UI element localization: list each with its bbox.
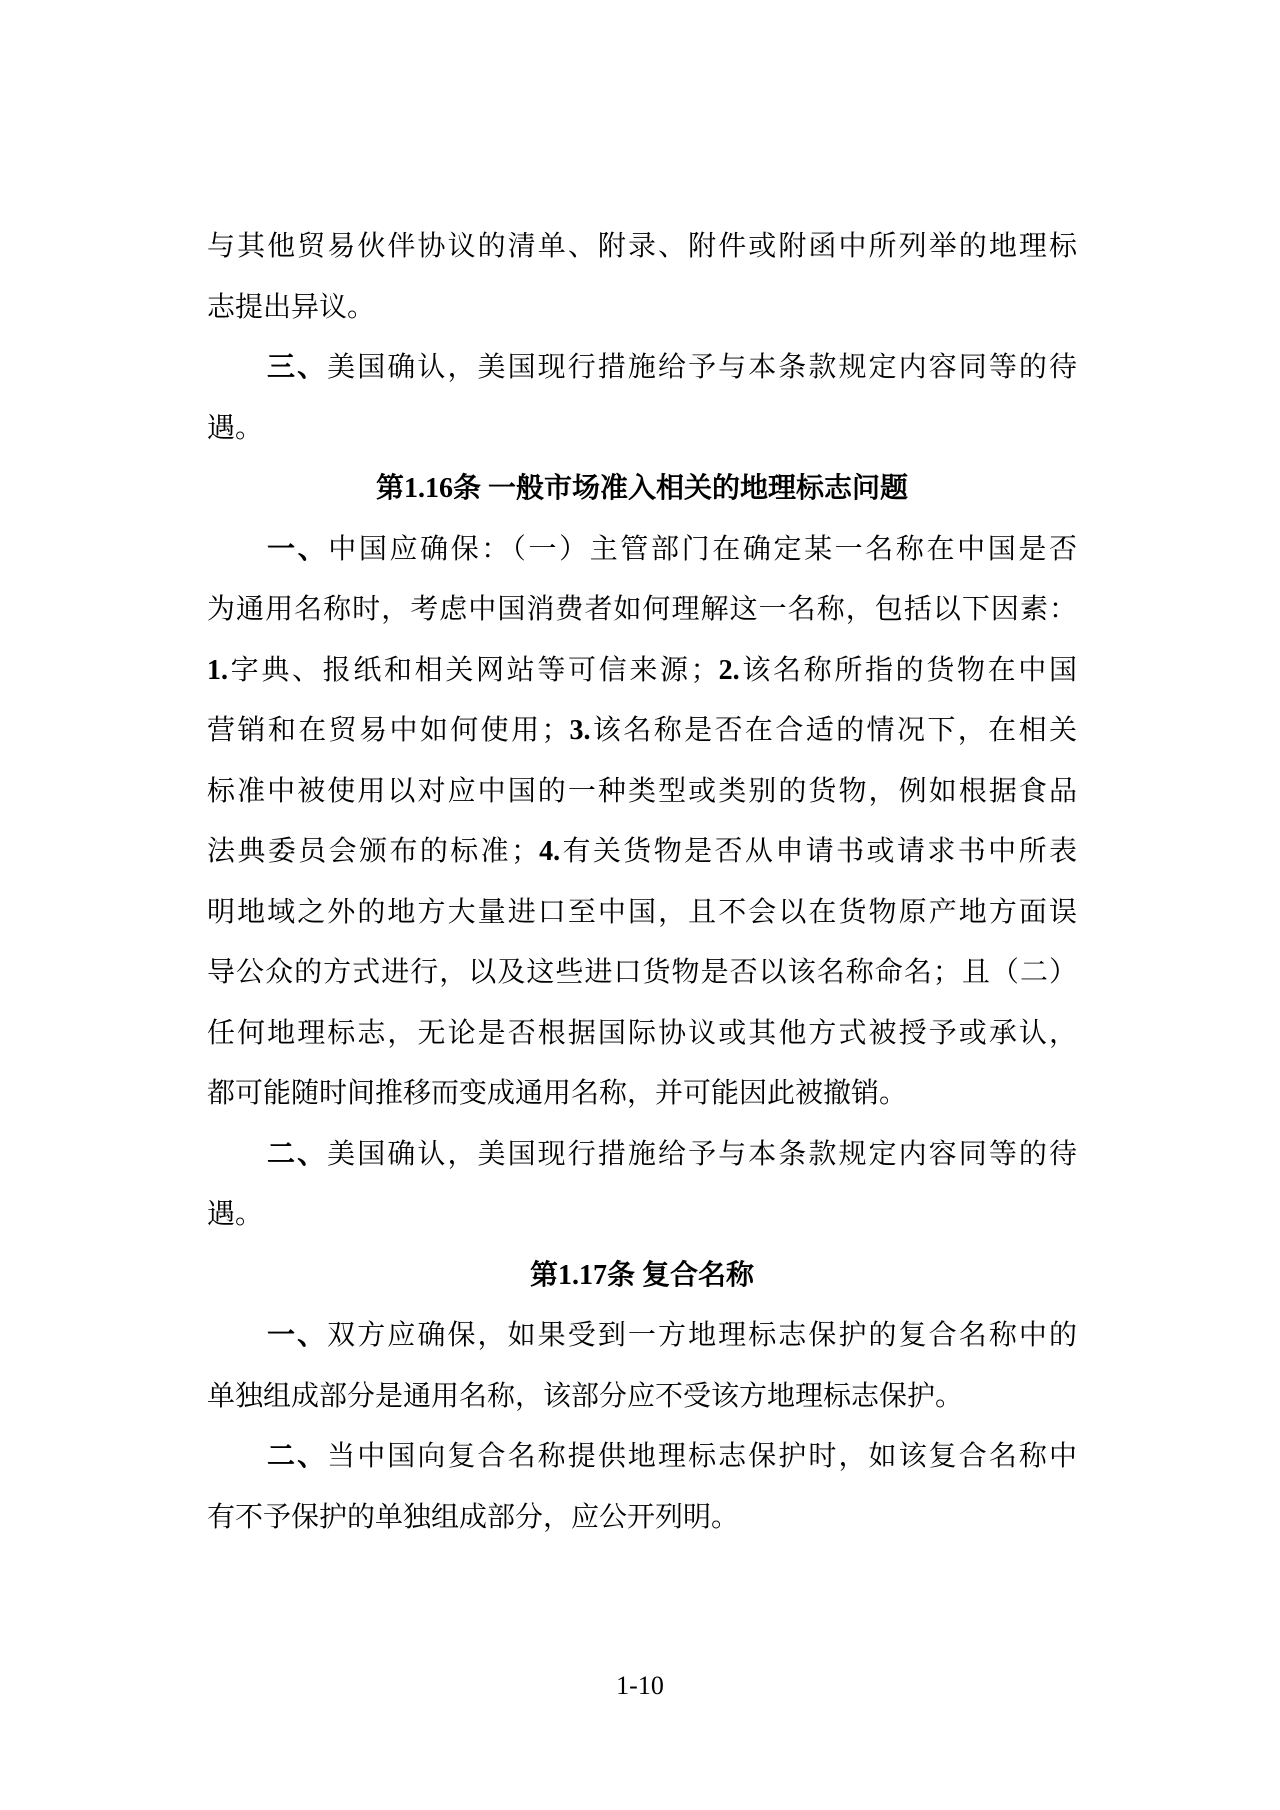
text-run: 第1.17条 复合名称 <box>529 1259 754 1291</box>
section-heading <box>207 459 1077 520</box>
text-line <box>207 943 1077 1004</box>
text-line <box>207 338 1077 399</box>
text-run: 为通用名称时，考虑中国消费者如何理解这一名称，包括以下因素： <box>207 594 1077 625</box>
text-line <box>207 1427 1077 1488</box>
text-run: 一、 <box>267 1320 328 1351</box>
text-run: 标准中被使用以对应中国的一种类型或类别的货物，例如根据食品 <box>207 775 1077 807</box>
text-line <box>207 1306 1077 1367</box>
text-line <box>207 1488 1077 1549</box>
text-run: 4. <box>539 836 561 867</box>
text-run: 一、 <box>267 533 329 565</box>
text-run: 都可能随时间推移而变成通用名称，并可能因此被撤销。 <box>207 1078 908 1109</box>
text-run: 有不予保护的单独组成部分，应公开列明。 <box>207 1501 740 1533</box>
text-line <box>207 822 1077 883</box>
text-run: 二、 <box>267 1138 328 1170</box>
text-run: 遇。 <box>207 412 264 444</box>
text-run: 美国确认，美国现行措施给予与本条款规定内容同等的待 <box>327 352 1077 383</box>
text-run: 三、 <box>267 352 328 383</box>
text-line <box>207 641 1077 702</box>
text-line <box>207 1125 1077 1186</box>
text-run: 2. <box>718 654 740 686</box>
text-run: 双方应确保，如果受到一方地理标志保护的复合名称中的 <box>327 1320 1077 1351</box>
text-line <box>207 1185 1077 1246</box>
text-run: 遇。 <box>207 1199 264 1230</box>
text-line <box>207 701 1077 762</box>
text-line <box>207 520 1077 581</box>
page-number: 1-10 <box>616 1671 664 1700</box>
text-line <box>207 1367 1077 1428</box>
text-run: 导公众的方式进行，以及这些进口货物是否以该名称命名；且（二） <box>207 957 1077 988</box>
text-line <box>207 217 1077 278</box>
text-run: 任何地理标志，无论是否根据国际协议或其他方式被授予或承认， <box>207 1017 1077 1049</box>
text-run: 单独组成部分是通用名称，该部分应不受该方地理标志保护。 <box>207 1380 964 1412</box>
text-line <box>207 1004 1077 1065</box>
text-run: 1. <box>207 654 228 686</box>
section-heading <box>207 1246 1077 1307</box>
document-body <box>207 217 1077 1548</box>
text-run: 字典、报纸和相关网站等可信来源； <box>228 654 719 686</box>
text-line <box>207 883 1077 944</box>
text-run: 营销和在贸易中如何使用； <box>207 715 570 746</box>
text-run: 当中国向复合名称提供地理标志保护时，如该复合名称中 <box>327 1441 1077 1472</box>
text-line <box>207 399 1077 460</box>
text-run: 该名称是否在合适的情况下，在相关 <box>590 715 1077 746</box>
text-run: 二、 <box>267 1441 328 1472</box>
text-line <box>207 278 1077 339</box>
text-run: 与其他贸易伙伴协议的清单、附录、附件或附函中所列举的地理标 <box>207 231 1077 262</box>
text-run: 有关货物是否从申请书或请求书中所表 <box>560 836 1077 867</box>
text-run: 法典委员会颁布的标准； <box>207 836 540 867</box>
text-line <box>207 580 1077 641</box>
text-run: 美国确认，美国现行措施给予与本条款规定内容同等的待 <box>327 1138 1077 1170</box>
text-run: 明地域之外的地方大量进口至中国，且不会以在货物原产地方面误 <box>207 896 1077 928</box>
text-run: 该名称所指的货物在中国 <box>739 654 1077 686</box>
text-run: 3. <box>569 715 591 746</box>
text-run: 第1.16条 一般市场准入相关的地理标志问题 <box>375 473 908 504</box>
text-run: 志提出异议。 <box>207 291 376 323</box>
text-run: 中国应确保：（一）主管部门在确定某一名称在中国是否 <box>328 533 1077 565</box>
text-line <box>207 1064 1077 1125</box>
text-line <box>207 762 1077 823</box>
page-footer <box>0 1670 1280 1702</box>
